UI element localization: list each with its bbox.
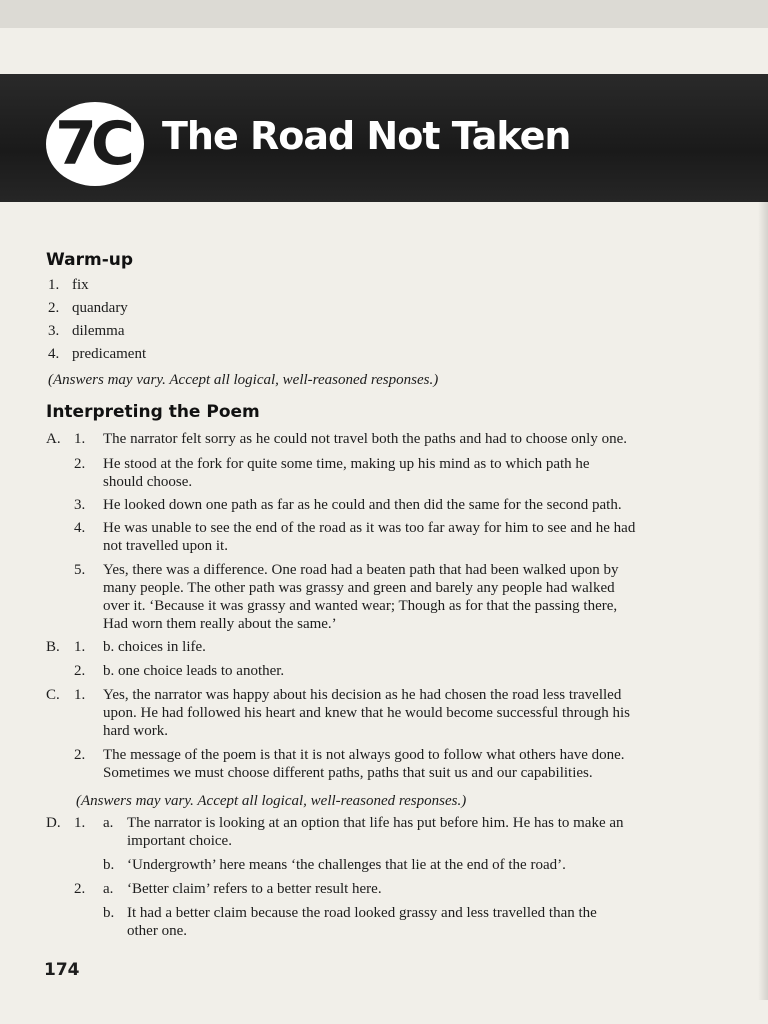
answer-text: b. choices in life. bbox=[103, 639, 206, 655]
answer-number: 4. bbox=[74, 520, 86, 536]
section-label-d: D. bbox=[46, 815, 61, 831]
interpreting-heading: Interpreting the Poem bbox=[46, 402, 260, 422]
section-c-note: (Answers may vary. Accept all logical, well-reasoned responses.) bbox=[76, 793, 467, 809]
page-number: 174 bbox=[44, 960, 80, 980]
answer-number: 2. bbox=[74, 456, 86, 472]
answer-number: 1. bbox=[74, 815, 86, 831]
warmup-item-number: 3. bbox=[48, 323, 60, 339]
answer-text: hard work. bbox=[103, 723, 168, 739]
section-label-c: C. bbox=[46, 687, 60, 703]
answer-text: Sometimes we must choose different paths, paths that suit us and our capabilities. bbox=[103, 765, 593, 781]
answer-number: 1. bbox=[74, 639, 86, 655]
answer-subletter: b. bbox=[103, 857, 115, 873]
answer-text: He looked down one path as far as he could and then did the same for the second path. bbox=[103, 497, 622, 513]
answer-number: 3. bbox=[74, 497, 86, 513]
warmup-item-number: 4. bbox=[48, 346, 60, 362]
answer-text: Yes, the narrator was happy about his decision as he had chosen the road less travelled bbox=[103, 687, 622, 703]
answer-subletter: b. bbox=[103, 905, 115, 921]
answer-number: 5. bbox=[74, 562, 86, 578]
section-badge-label: 7C bbox=[55, 109, 129, 179]
warmup-item: quandary bbox=[72, 300, 128, 316]
answer-subletter: a. bbox=[103, 881, 114, 897]
warmup-item-number: 1. bbox=[48, 277, 60, 293]
answer-text: other one. bbox=[127, 923, 187, 939]
answer-text: The narrator felt sorry as he could not travel both the paths and had to choose only one. bbox=[103, 431, 628, 447]
answer-text: It had a better claim because the road looked grassy and less travelled than the bbox=[127, 905, 597, 921]
answer-text: b. one choice leads to another. bbox=[103, 663, 285, 679]
warmup-note: (Answers may vary. Accept all logical, well-reasoned responses.) bbox=[48, 372, 439, 388]
answer-text: He stood at the fork for quite some time, making up his mind as to which path he bbox=[103, 456, 590, 472]
page-title: The Road Not Taken bbox=[162, 114, 571, 158]
answer-text: should choose. bbox=[103, 474, 193, 490]
answer-text: ‘Better claim’ refers to a better result here. bbox=[127, 881, 382, 897]
answer-text: The message of the poem is that it is not always good to follow what others have done. bbox=[103, 747, 625, 763]
answer-number: 2. bbox=[74, 881, 86, 897]
answer-text: over it. ‘Because it was grassy and wanted wear; Though as for that the passing there, bbox=[103, 598, 618, 614]
answer-text: Had worn them really about the same.’ bbox=[103, 616, 337, 632]
warmup-item: fix bbox=[72, 277, 89, 293]
answer-subletter: a. bbox=[103, 815, 114, 831]
section-label-a: A. bbox=[46, 431, 61, 447]
answer-text: He was unable to see the end of the road as it was too far away for him to see and he had bbox=[103, 520, 636, 536]
answer-number: 2. bbox=[74, 747, 86, 763]
answer-text: not travelled upon it. bbox=[103, 538, 228, 554]
answer-number: 2. bbox=[74, 663, 86, 679]
answer-text: important choice. bbox=[127, 833, 232, 849]
answer-text: upon. He had followed his heart and knew that he would become successful through his bbox=[103, 705, 630, 721]
answer-text: ‘Undergrowth’ here means ‘the challenges that lie at the end of the road’. bbox=[127, 857, 566, 873]
answer-text: Yes, there was a difference. One road had a beaten path that had been walked upon by bbox=[103, 562, 619, 578]
warmup-item: predicament bbox=[72, 346, 147, 362]
answer-text: many people. The other path was grassy and green and barely any people had walked bbox=[103, 580, 615, 596]
answer-number: 1. bbox=[74, 687, 86, 703]
warmup-item: dilemma bbox=[72, 323, 125, 339]
warmup-item-number: 2. bbox=[48, 300, 60, 316]
answer-number: 1. bbox=[74, 431, 86, 447]
answer-text: The narrator is looking at an option that life has put before him. He has to make an bbox=[127, 815, 624, 831]
warmup-heading: Warm-up bbox=[46, 250, 134, 270]
section-label-b: B. bbox=[46, 639, 60, 655]
